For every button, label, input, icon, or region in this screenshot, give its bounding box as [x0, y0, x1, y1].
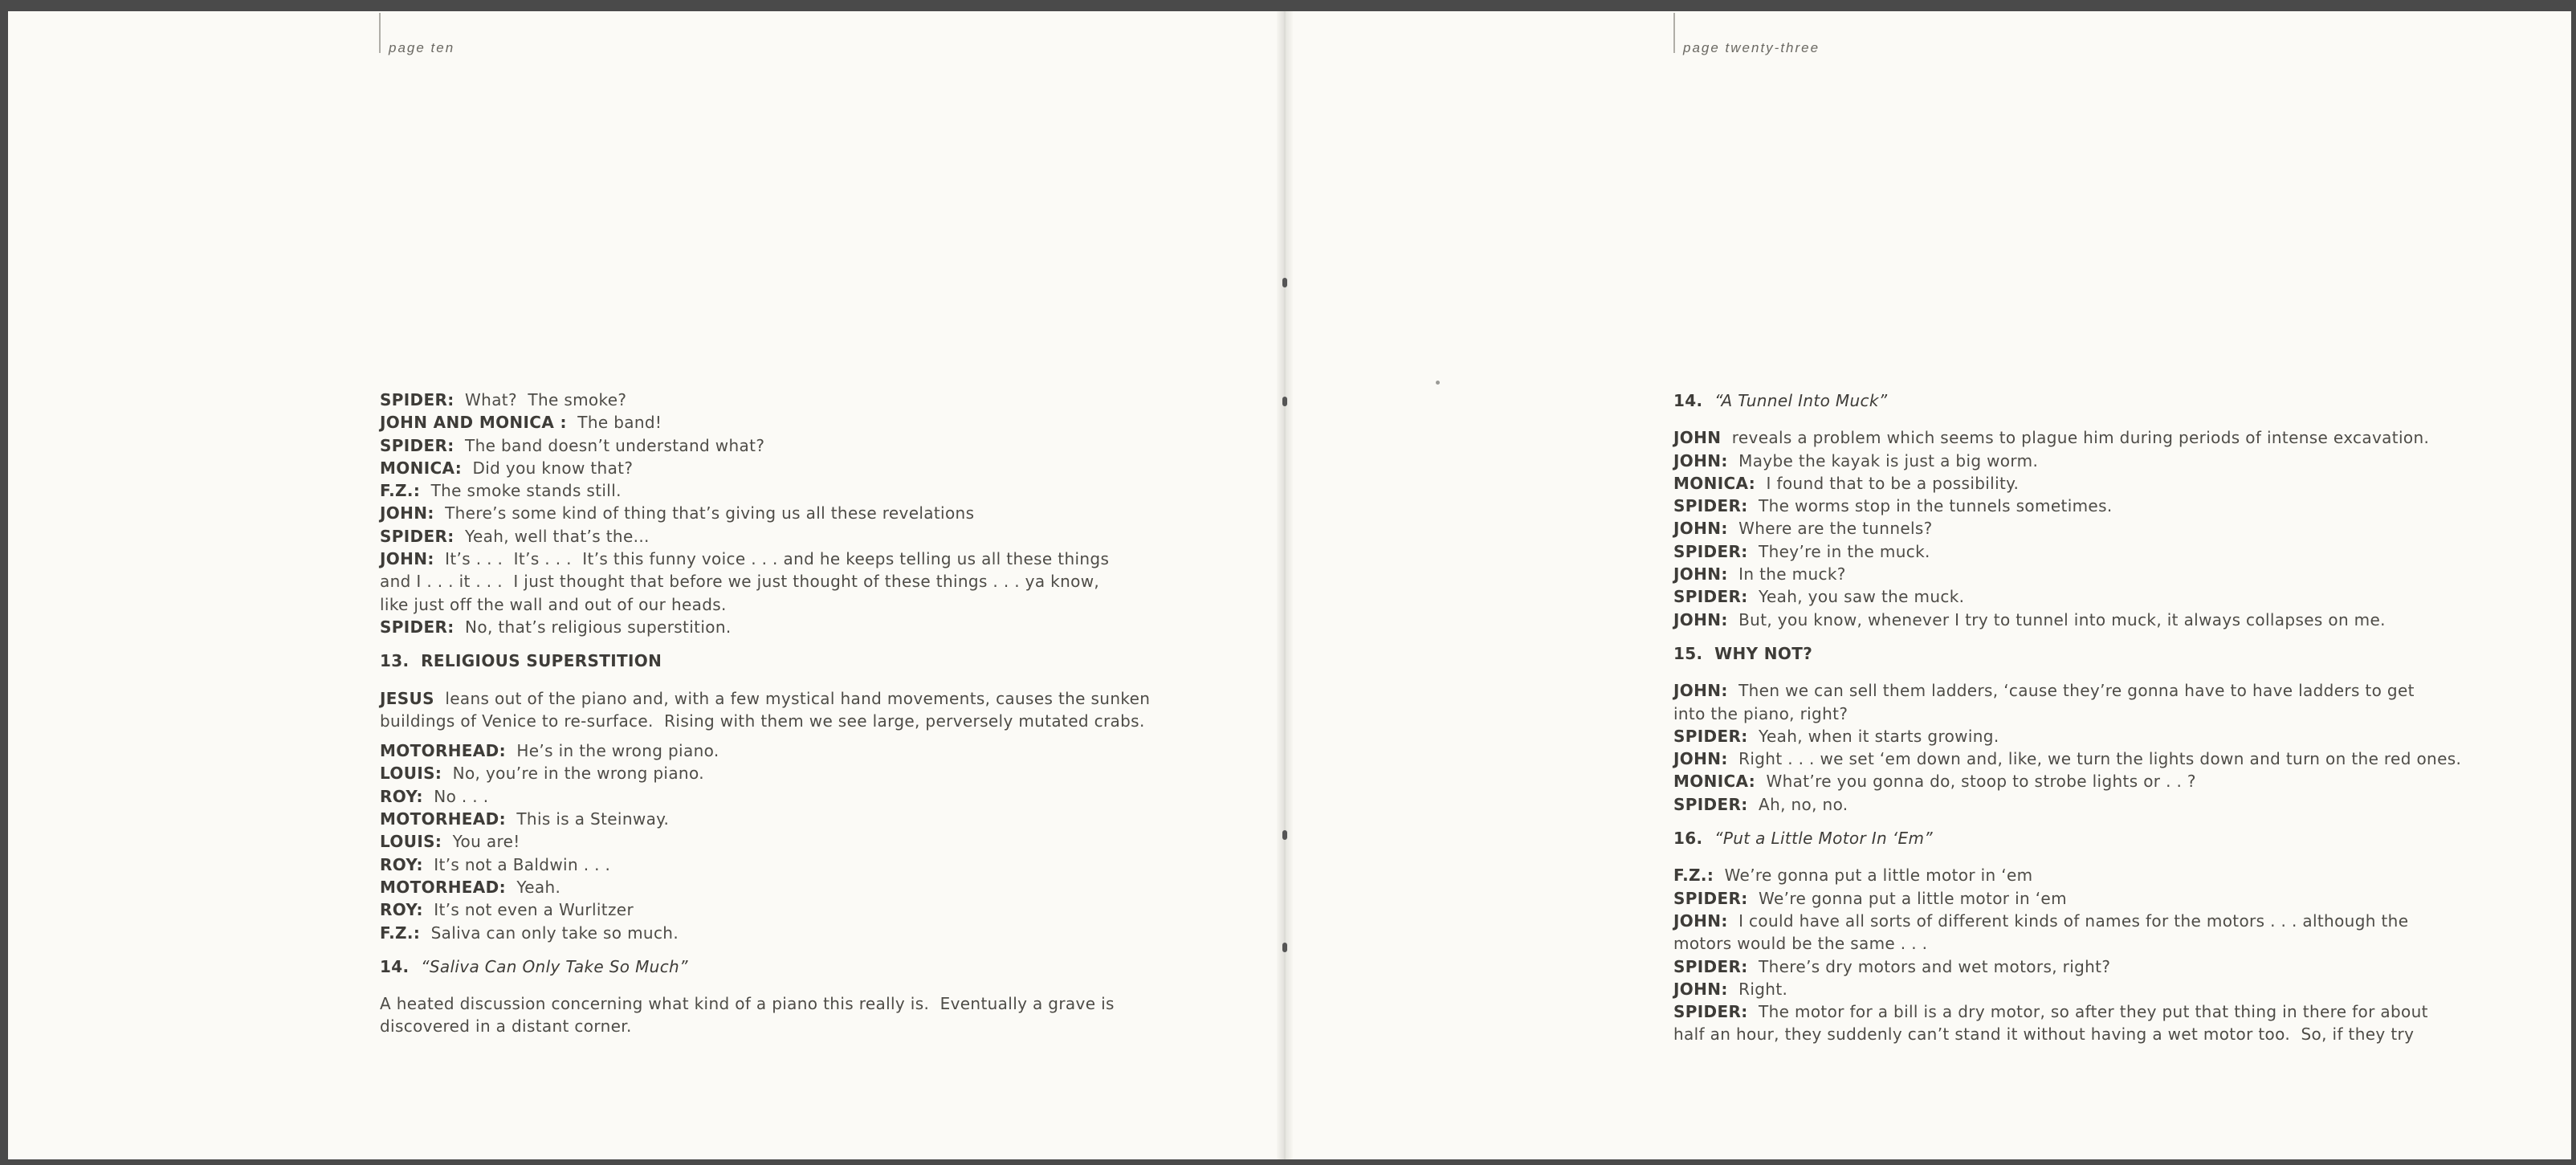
block-spacer: [380, 680, 1215, 687]
line-text: Right.: [1738, 979, 1788, 999]
heading-spacer: [1673, 849, 2525, 857]
block-spacer: [1673, 419, 2525, 426]
speaker-name: SPIDER:: [1673, 888, 1748, 908]
line-text: What’re you gonna do, stoop to strobe lights or . . ?: [1766, 772, 2196, 792]
dialogue-line: [380, 570, 1215, 593]
dialogue-line: [380, 853, 1215, 876]
line-text: Did you know that?: [472, 458, 634, 478]
dialogue-line: [380, 457, 1215, 479]
speaker-name: LOUIS:: [380, 764, 442, 784]
speaker-name: MOTORHEAD:: [380, 809, 506, 829]
heading-spacer: [380, 673, 1215, 680]
section-number: 14.: [380, 956, 410, 976]
dialogue-line: [1673, 472, 2525, 495]
dialogue-line: [1673, 609, 2525, 631]
section-heading: [1673, 389, 2525, 412]
staple-mark: [1282, 397, 1287, 406]
paragraph-line: [380, 1015, 1215, 1037]
line-text: Where are the tunnels?: [1738, 519, 1933, 539]
block-spacer: [380, 985, 1215, 992]
speaker-name: MOTORHEAD:: [380, 741, 506, 761]
speaker-name: JOHN:: [1673, 609, 1728, 629]
paragraph-line: [380, 687, 1215, 710]
dialogue-line: [380, 479, 1215, 502]
dialogue-line: [1673, 725, 2525, 747]
line-text: You are!: [452, 832, 520, 852]
dialogue-line: [380, 808, 1215, 830]
section-title: RELIGIOUS SUPERSTITION: [421, 651, 662, 671]
speaker-name: SPIDER:: [1673, 541, 1748, 561]
line-text: motors would be the same . . .: [1673, 934, 1928, 954]
speaker-name: JOHN:: [1673, 450, 1728, 470]
block-spacer: [1673, 816, 2525, 827]
line-text: It’s not even a Wurlitzer: [434, 900, 634, 920]
heading-spacer: [1673, 665, 2525, 672]
dialogue-line: [380, 785, 1215, 808]
dialogue-line: [380, 389, 1215, 411]
line-text: No, you’re in the wrong piano.: [452, 764, 704, 784]
right-page-folio: page twenty-three: [1673, 13, 1820, 53]
speaker-name: ROY:: [380, 900, 423, 920]
line-text: Yeah, you saw the muck.: [1759, 587, 1965, 607]
dialogue-line: [1673, 955, 2525, 978]
line-text: half an hour, they suddenly can’t stand it without having a wet motor too. So, if they try: [1673, 1024, 2415, 1045]
dialogue-line: [380, 502, 1215, 524]
speaker-name: SPIDER:: [1673, 794, 1748, 814]
line-text: like just off the wall and out of our heads.: [380, 594, 727, 614]
speaker-name: SPIDER:: [380, 435, 454, 455]
dialogue-line: [1673, 747, 2525, 770]
line-text: There’s dry motors and wet motors, right?: [1759, 956, 2111, 976]
section-title: WHY NOT?: [1714, 643, 1813, 663]
section-title: “Put a Little Motor In ‘Em”: [1714, 829, 1934, 849]
speaker-name: JOHN:: [1673, 681, 1728, 701]
dialogue-line: [380, 898, 1215, 921]
dialogue-line: [380, 616, 1215, 638]
dialogue-line: [380, 922, 1215, 944]
speaker-name: JOHN: [1673, 428, 1722, 448]
speaker-name: SPIDER:: [1673, 587, 1748, 607]
section-heading: [1673, 827, 2525, 849]
line-text: A heated discussion concerning what kind of a piano this really is. Eventually a grave is: [380, 994, 1115, 1014]
center-gutter: [1277, 11, 1293, 1159]
line-text: Maybe the kayak is just a big worm.: [1738, 450, 2039, 470]
speaker-name: JOHN:: [380, 549, 434, 569]
line-text: The band doesn’t understand what?: [465, 435, 765, 455]
section-heading: [380, 955, 1215, 978]
line-text: The smoke stands still.: [430, 481, 622, 501]
line-text: Then we can sell them ladders, ‘cause they’re gonna have to have ladders to get: [1738, 681, 2415, 701]
line-text: Right . . . we set ‘em down and, like, we turn the lights down and turn on the red ones.: [1738, 749, 2462, 769]
speaker-name: SPIDER:: [380, 617, 454, 637]
heading-spacer: [380, 978, 1215, 985]
dialogue-line: [1673, 978, 2525, 1000]
dialogue-line: [380, 739, 1215, 762]
speaker-name: SPIDER:: [380, 390, 454, 409]
speaker-name: ROY:: [380, 854, 423, 874]
dialogue-line: [380, 548, 1215, 570]
dialogue-line: [1673, 932, 2525, 955]
dialogue-line: [380, 762, 1215, 784]
speaker-name: SPIDER:: [380, 526, 454, 546]
paragraph-line: [380, 710, 1215, 732]
staple-mark: [1282, 943, 1287, 952]
dialogue-line: [380, 876, 1215, 898]
dialogue-line: [1673, 1000, 2525, 1023]
line-text: They’re in the muck.: [1759, 541, 1930, 561]
block-spacer: [380, 638, 1215, 650]
line-text: It’s not a Baldwin . . .: [434, 854, 611, 874]
section-heading: [1673, 642, 2525, 665]
line-text: buildings of Venice to re-surface. Rising with them we see large, perversely mutated crabs.: [380, 711, 1145, 731]
section-number: 14.: [1673, 391, 1703, 410]
line-text: The worms stop in the tunnels sometimes.: [1759, 496, 2113, 516]
line-text: I could have all sorts of different kinds of names for the motors . . . although the: [1738, 910, 2409, 931]
dialogue-line: [1673, 1023, 2525, 1045]
block-spacer: [1673, 631, 2525, 642]
speaker-name: ROY:: [380, 786, 423, 806]
line-text: No . . .: [434, 786, 489, 806]
dialogue-line: [1673, 793, 2525, 816]
speaker-name: SPIDER:: [1673, 496, 1748, 516]
speaker-name: MONICA:: [380, 458, 463, 478]
booklet-spread: [8, 11, 2571, 1159]
paragraph-line: [380, 992, 1215, 1015]
line-text: It’s . . . It’s . . . It’s this funny voice . . . and he keeps telling us all these things: [445, 549, 1110, 569]
speaker-name: JOHN:: [1673, 519, 1728, 539]
line-text: and I . . . it . . . I just thought that before we just thought of these things . . . ya know,: [380, 572, 1100, 592]
dialogue-line: [1673, 585, 2525, 608]
block-spacer: [1673, 857, 2525, 864]
line-text: But, you know, whenever I try to tunnel into muck, it always collapses on me.: [1738, 609, 2386, 629]
block-spacer: [380, 944, 1215, 955]
section-title: “Saliva Can Only Take So Much”: [421, 956, 688, 976]
line-text: Ah, no, no.: [1759, 794, 1848, 814]
line-text: There’s some kind of thing that’s giving us all these revelations: [445, 503, 975, 523]
dialogue-line: [1673, 679, 2525, 702]
speaker-name: MOTORHEAD:: [380, 877, 506, 897]
right-page-text: [1673, 389, 2525, 1046]
line-text: Yeah.: [516, 877, 561, 897]
dialogue-line: [1673, 910, 2525, 932]
section-number: 16.: [1673, 829, 1703, 849]
speaker-name: JOHN:: [1673, 749, 1728, 769]
speaker-name: SPIDER:: [1673, 726, 1748, 746]
dialogue-line: [380, 525, 1215, 548]
left-page-text: [380, 389, 1215, 1038]
speaker-name: LOUIS:: [380, 832, 442, 852]
speaker-name: F.Z.:: [1673, 866, 1714, 886]
heading-spacer: [1673, 412, 2525, 419]
speaker-name: MONICA:: [1673, 473, 1756, 493]
dialogue-line: [1673, 770, 2525, 792]
section-heading: [380, 650, 1215, 672]
line-text: What? The smoke?: [465, 390, 627, 409]
speaker-name: JOHN:: [1673, 564, 1728, 585]
line-text: discovered in a distant corner.: [380, 1016, 632, 1037]
line-text: No, that’s religious superstition.: [465, 617, 732, 637]
dialogue-line: [380, 434, 1215, 457]
dialogue-line: [1673, 887, 2525, 910]
dialogue-line: [1673, 563, 2525, 585]
line-text: The band!: [577, 413, 662, 433]
speaker-name: JOHN AND MONICA :: [380, 413, 567, 433]
line-text: In the muck?: [1738, 564, 1846, 585]
dialogue-line: [1673, 495, 2525, 517]
speaker-name: SPIDER:: [1673, 956, 1748, 976]
line-text: into the piano, right?: [1673, 703, 1848, 723]
line-text: He’s in the wrong piano.: [516, 741, 719, 761]
dialogue-line: [380, 830, 1215, 853]
line-text: The motor for a bill is a dry motor, so after they put that thing in there for about: [1759, 1002, 2428, 1022]
staple-mark: [1282, 830, 1287, 840]
left-page-folio: page ten: [379, 13, 454, 53]
dialogue-line: [1673, 450, 2525, 472]
block-spacer: [1673, 672, 2525, 679]
section-title: “A Tunnel Into Muck”: [1714, 391, 1888, 410]
line-text: Yeah, well that’s the...: [465, 526, 650, 546]
dialogue-line: [1673, 703, 2525, 725]
speaker-name: F.Z.:: [380, 481, 421, 501]
block-spacer: [380, 732, 1215, 739]
line-text: We’re gonna put a little motor in ‘em: [1724, 866, 2033, 886]
speaker-name: JOHN:: [1673, 979, 1728, 999]
dialogue-line: [380, 411, 1215, 434]
staple-mark: [1282, 278, 1287, 287]
line-text: We’re gonna put a little motor in ‘em: [1759, 888, 2067, 908]
dialogue-line: [380, 593, 1215, 616]
line-text: This is a Steinway.: [516, 809, 670, 829]
dialogue-line: [1673, 517, 2525, 540]
speaker-name: SPIDER:: [1673, 1002, 1748, 1022]
section-number: 15.: [1673, 643, 1703, 663]
line-text: Yeah, when it starts growing.: [1759, 726, 1999, 746]
line-text: reveals a problem which seems to plague him during periods of intense excavation.: [1731, 428, 2430, 448]
speaker-name: JOHN:: [1673, 910, 1728, 931]
dialogue-line: [1673, 864, 2525, 886]
speaker-name: JESUS: [380, 688, 434, 708]
line-text: Saliva can only take so much.: [430, 923, 679, 943]
speaker-name: F.Z.:: [380, 923, 421, 943]
dialogue-line: [1673, 426, 2525, 449]
speaker-name: MONICA:: [1673, 772, 1756, 792]
line-text: I found that to be a possibility.: [1766, 473, 2020, 493]
speaker-name: JOHN:: [380, 503, 434, 523]
section-number: 13.: [380, 651, 410, 671]
paper-speck: [1436, 381, 1440, 385]
dialogue-line: [1673, 540, 2525, 563]
line-text: leans out of the piano and, with a few mystical hand movements, causes the sunken: [445, 688, 1151, 708]
